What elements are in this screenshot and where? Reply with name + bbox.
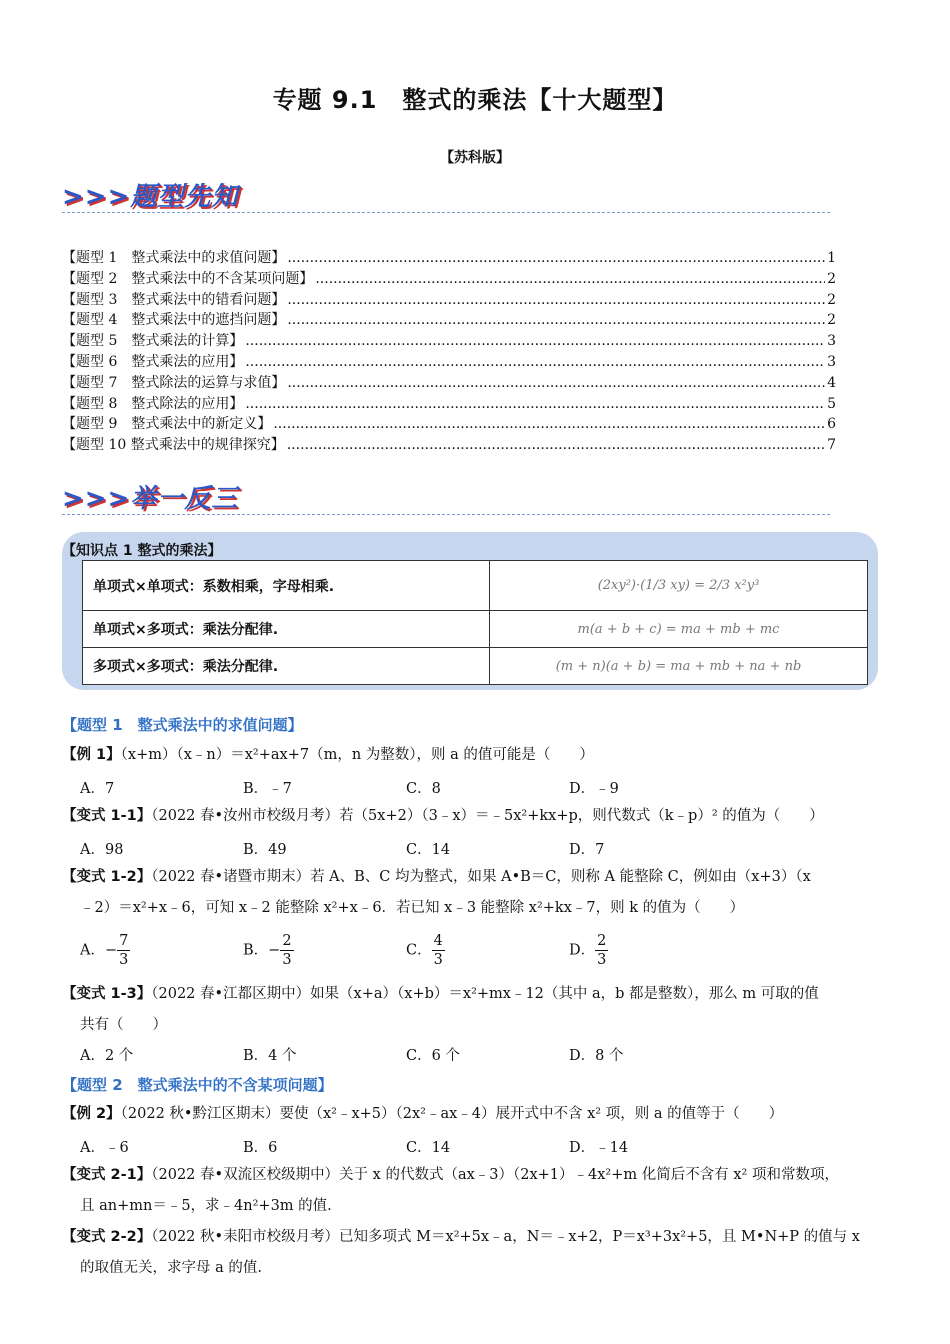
- question-variant-2-1: 【变式 2-1】（2022 春•双流区校级期中）关于 x 的代数式（ax﹣3）（2x+1）﹣4x²+m 化简后不含有 x² 项和常数项， 且 an+mn＝﹣5，求﹣4n²+3m 的值.: [62, 1167, 839, 1214]
- toc-item[interactable]: 【题型 3 整式乘法中的错看问题】 ..... 2: [62, 290, 836, 311]
- option[interactable]: B．﹣7: [243, 781, 292, 797]
- toc-item[interactable]: 【题型 10 整式乘法中的规律探究】 ..... 7: [62, 435, 836, 456]
- table-row: [83, 611, 868, 648]
- rule-label: 单项式×单项式：系数相乘，字母相乘.: [83, 561, 490, 611]
- toc-item[interactable]: 【题型 6 整式乘法的应用】 ..... 3: [62, 352, 836, 373]
- option[interactable]: D．7: [569, 842, 605, 858]
- knowledge-title: 【知识点 1 整式的乘法】: [62, 543, 222, 559]
- toc-item[interactable]: 【题型 2 整式乘法中的不含某项问题】 ..... 2: [62, 269, 836, 290]
- table-row: [83, 648, 868, 685]
- toc-item[interactable]: 【题型 9 整式乘法中的新定义】 ..... 6: [62, 414, 836, 435]
- banner-examples: >>>举一反三: [62, 484, 239, 514]
- toc-item[interactable]: 【题型 4 整式乘法中的遮挡问题】 ..... 2: [62, 310, 836, 331]
- option[interactable]: A．2 个: [80, 1048, 134, 1064]
- option[interactable]: D．8 个: [569, 1048, 624, 1064]
- question-variant-2-2: 【变式 2-2】（2022 秋•耒阳市校级月考）已知多项式 M＝x²+5x﹣a，N＝﹣x+2，P＝x³+3x²+5，且 M•N+P 的值与 x 的取值无关，求字母 a 的值.: [62, 1229, 860, 1276]
- option[interactable]: D． $\frac{2}{3}$: [569, 933, 607, 968]
- answer-options: [80, 838, 896, 859]
- option[interactable]: A．98: [80, 842, 124, 858]
- option[interactable]: C．8: [406, 781, 441, 797]
- rule-label: 多项式×多项式：乘法分配律.: [83, 648, 490, 685]
- answer-options: [80, 777, 896, 798]
- answer-options: [80, 1044, 896, 1065]
- page-title: 专题 9.1 整式的乘法【十大题型】: [272, 86, 678, 114]
- option[interactable]: D．﹣9: [569, 781, 619, 797]
- table-of-contents: [62, 248, 836, 456]
- knowledge-table: [82, 560, 868, 685]
- rule-formula: m(a + b + c) = ma + mb + mc: [490, 611, 868, 648]
- answer-options: [80, 1136, 896, 1157]
- rule-formula: (2xy²)·(1/3 xy) = 2/3 x²y³: [490, 561, 868, 611]
- option[interactable]: B．49: [243, 842, 287, 858]
- toc-item[interactable]: 【题型 8 整式除法的应用】 ..... 5: [62, 394, 836, 415]
- divider: [62, 212, 830, 213]
- option[interactable]: A．− $\frac{7}{3}$: [80, 933, 129, 968]
- divider: [62, 514, 830, 515]
- option[interactable]: B．6: [243, 1140, 278, 1156]
- option[interactable]: B．4 个: [243, 1048, 297, 1064]
- toc-item[interactable]: 【题型 7 整式除法的运算与求值】 ..... 4: [62, 373, 836, 394]
- rule-formula: (m + n)(a + b) = ma + mb + na + nb: [490, 648, 868, 685]
- option[interactable]: C．14: [406, 842, 451, 858]
- section-heading: 【题型 1 整式乘法中的求值问题】: [62, 716, 303, 734]
- question-example-2: 【例 2】（2022 秋•黔江区期末）要使（x²﹣x+5）（2x²﹣ax﹣4）展开式中不含 x² 项，则 a 的值等于（ ）: [62, 1106, 784, 1122]
- option[interactable]: A．7: [80, 781, 115, 797]
- rule-label: 单项式×多项式：乘法分配律.: [83, 611, 490, 648]
- option[interactable]: B．− $\frac{2}{3}$: [243, 933, 292, 968]
- question-variant-1-3: 【变式 1-3】（2022 春•江都区期中）如果（x+a）（x+b）＝x²+mx﹣12（其中 a，b 都是整数），那么 m 可取的值 共有（ ）: [62, 986, 819, 1033]
- toc-item[interactable]: 【题型 5 整式乘法的计算】 ..... 3: [62, 331, 836, 352]
- question-variant-1-1: 【变式 1-1】（2022 春•汝州市校级月考）若（5x+2）（3﹣x）＝﹣5x²+kx+p，则代数式（k﹣p）² 的值为（ ）: [62, 808, 824, 824]
- banner-question-types: >>>题型先知: [62, 182, 239, 212]
- option[interactable]: C．14: [406, 1140, 451, 1156]
- option[interactable]: A．﹣6: [80, 1140, 129, 1156]
- answer-options: [80, 932, 896, 969]
- toc-item[interactable]: 【题型 1 整式乘法中的求值问题】 ..... 1: [62, 248, 836, 269]
- option[interactable]: D．﹣14: [569, 1140, 629, 1156]
- table-row: [83, 561, 868, 611]
- edition-label: 【苏科版】: [440, 150, 510, 166]
- option[interactable]: C． $\frac{4}{3}$: [406, 933, 443, 968]
- question-variant-1-2: 【变式 1-2】（2022 春•诸暨市期末）若 A、B、C 均为整式，如果 A•B＝C，则称 A 能整除 C，例如由（x+3）（x ﹣2）＝x²+x﹣6，可知 x﹣2 能整除 x²+x﹣6．若已知 x﹣3 能整除 x²+kx﹣7，则 k 的值为（ ）: [62, 869, 811, 916]
- section-heading: 【题型 2 整式乘法中的不含某项问题】: [62, 1076, 333, 1094]
- question-example-1: 【例 1】（x+m）（x﹣n）＝x²+ax+7（m，n 为整数），则 a 的值可能是（ ）: [62, 747, 594, 763]
- option[interactable]: C．6 个: [406, 1048, 460, 1064]
